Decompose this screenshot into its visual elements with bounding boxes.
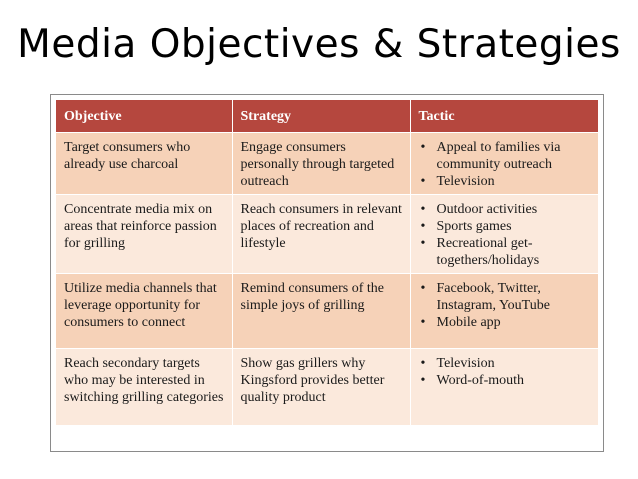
header-objective: Objective (56, 100, 232, 133)
header-tactic: Tactic (410, 100, 598, 133)
objective-cell: Concentrate media mix on areas that reinforce passion for grilling (56, 195, 232, 274)
table-row (56, 349, 598, 426)
table-row (56, 274, 598, 349)
objective-cell: Reach secondary targets who may be interested in switching grilling categories (56, 349, 232, 426)
tactic-item: • Television (419, 355, 592, 372)
tactic-item: • Outdoor activities (419, 201, 592, 218)
tactic-list (419, 355, 592, 389)
tactic-item: • Mobile app (419, 314, 592, 331)
tactic-item: • Appeal to families via community outreach (419, 139, 592, 173)
tactic-cell (410, 349, 598, 426)
tactic-item: • Facebook, Twitter, Instagram, YouTube (419, 280, 592, 314)
tactic-item: • Recreational get-togethers/holidays (419, 235, 592, 269)
tactic-cell (410, 195, 598, 274)
objective-cell: Utilize media channels that leverage opportunity for consumers to connect (56, 274, 232, 349)
table-row (56, 195, 598, 274)
tactic-list (419, 280, 592, 331)
table-row (56, 133, 598, 195)
tactic-list (419, 139, 592, 190)
tactic-cell (410, 274, 598, 349)
objective-cell: Target consumers who already use charcoal (56, 133, 232, 195)
tactic-item: • Word-of-mouth (419, 372, 592, 389)
header-strategy: Strategy (232, 100, 410, 133)
tactic-list (419, 201, 592, 269)
strategy-cell: Engage consumers personally through targeted outreach (232, 133, 410, 195)
tactic-item: • Sports games (419, 218, 592, 235)
tactic-cell (410, 133, 598, 195)
objectives-table (56, 100, 599, 425)
slide-title: Media Objectives & Strategies (17, 22, 621, 67)
tactic-item: • Television (419, 173, 592, 190)
strategy-cell: Reach consumers in relevant places of recreation and lifestyle (232, 195, 410, 274)
strategy-cell: Remind consumers of the simple joys of grilling (232, 274, 410, 349)
strategy-cell: Show gas grillers why Kingsford provides better quality product (232, 349, 410, 426)
header-row (56, 100, 598, 133)
